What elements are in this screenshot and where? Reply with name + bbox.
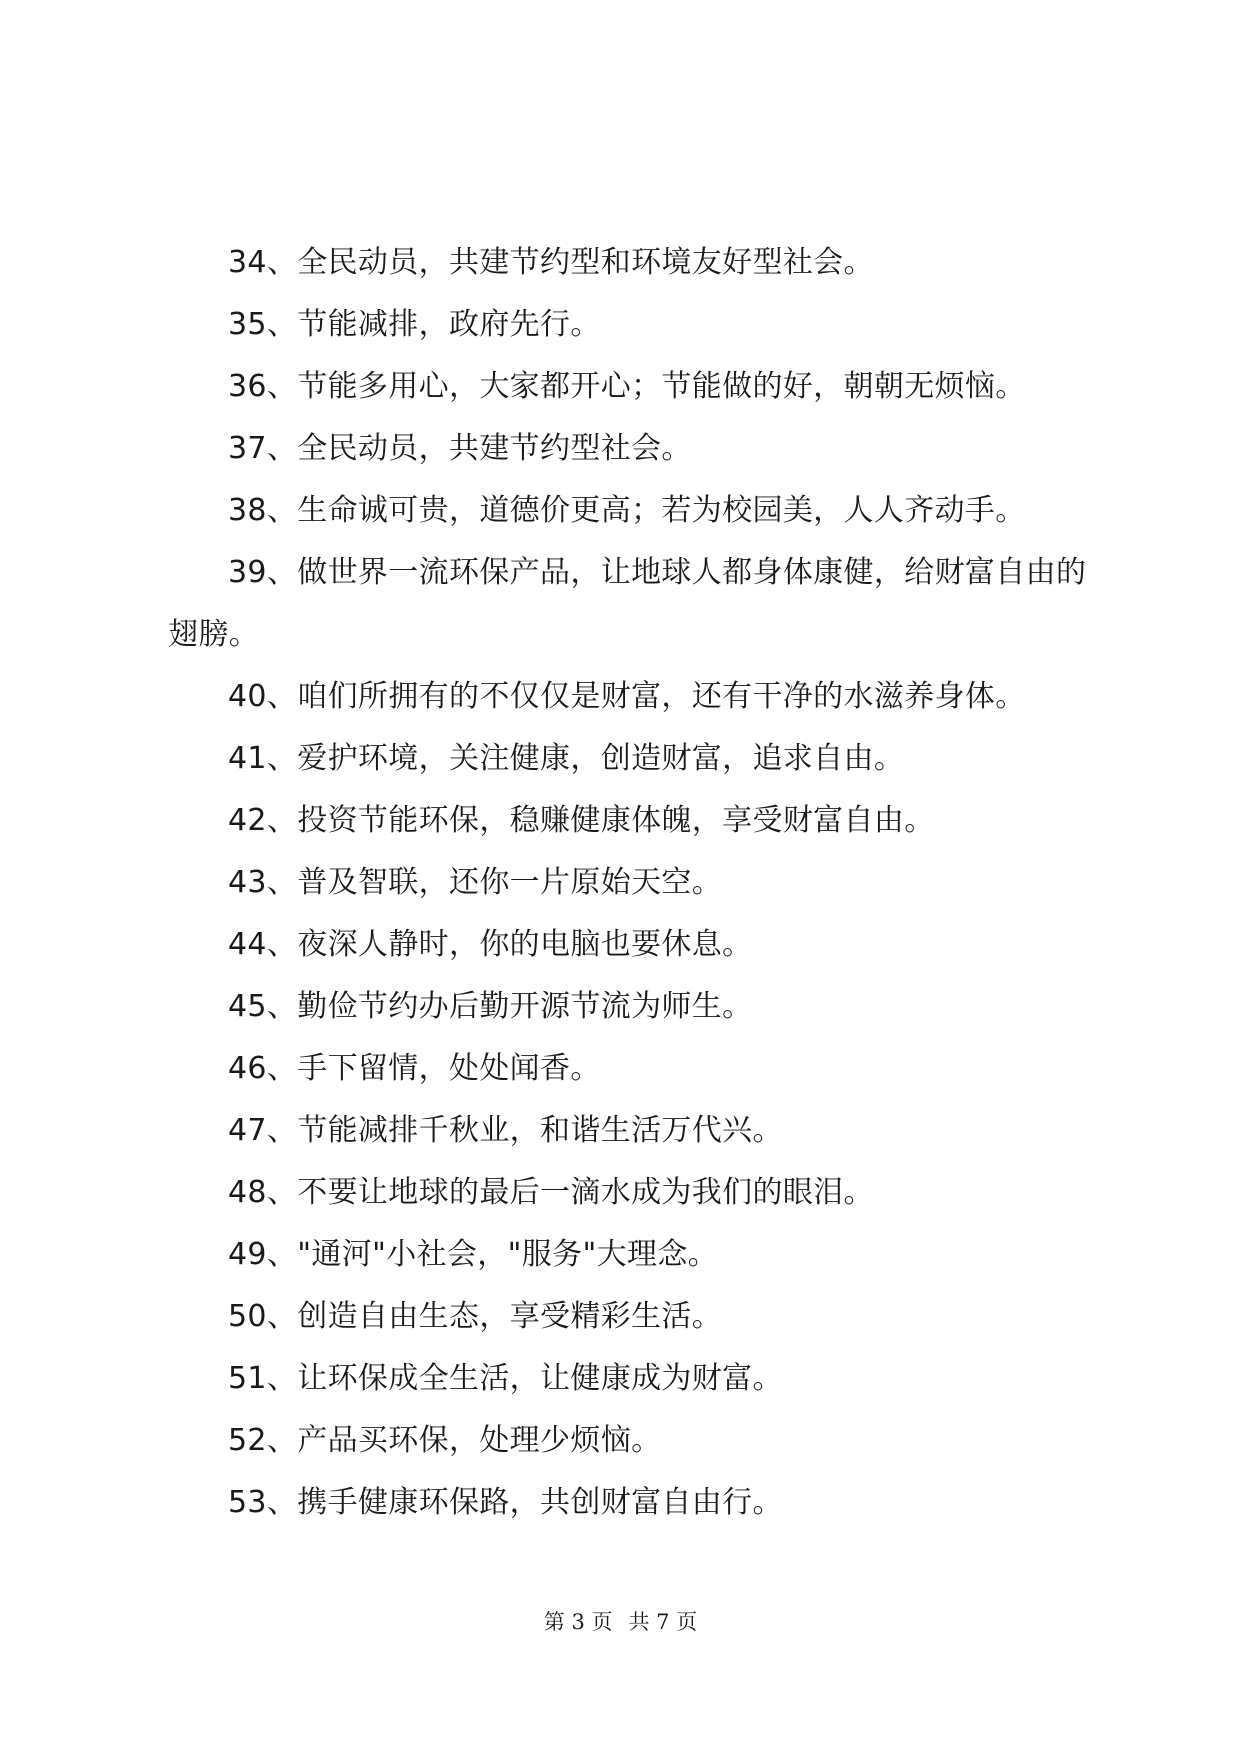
list-item: 51、让环保成全生活，让健康成为财富。 (228, 1361, 783, 1396)
list-item: 34、全民动员，共建节约型和环境友好型社会。 (228, 245, 874, 280)
list-item: 48、不要让地球的最后一滴水成为我们的眼泪。 (228, 1175, 874, 1210)
list-item: 42、投资节能环保，稳赚健康体魄，享受财富自由。 (228, 803, 935, 838)
list-item: 46、手下留情，处处闻香。 (228, 1051, 601, 1086)
list-item: 45、勤俭节约办后勤开源节流为师生。 (228, 989, 753, 1024)
list-item: 39、做世界一流环保产品，让地球人都身体康健，给财富自由的翅膀。 (168, 555, 1087, 652)
list-item: 44、夜深人静时，你的电脑也要休息。 (228, 927, 753, 962)
list-item: 52、产品买环保，处理少烦恼。 (228, 1423, 662, 1458)
page-footer (0, 1606, 1241, 1636)
list-item: 50、创造自由生态，享受精彩生活。 (228, 1299, 723, 1334)
page-total: 共 7 页 (628, 1610, 698, 1634)
list-item: 43、普及智联，还你一片原始天空。 (228, 865, 723, 900)
list-item: 40、咱们所拥有的不仅仅是财富，还有干净的水滋养身体。 (228, 679, 1026, 714)
list-item: 53、携手健康环保路，共创财富自由行。 (228, 1485, 783, 1520)
list-item: 36、节能多用心，大家都开心；节能做的好，朝朝无烦恼。 (228, 369, 1026, 404)
list-item: 41、爱护环境，关注健康，创造财富，追求自由。 (228, 741, 905, 776)
list-item: 49、"通河"小社会，"服务"大理念。 (228, 1237, 719, 1272)
list-item: 47、节能减排千秋业，和谐生活万代兴。 (228, 1113, 783, 1148)
list-item: 37、全民动员，共建节约型社会。 (228, 431, 692, 466)
list-item: 38、生命诚可贵，道德价更高；若为校园美，人人齐动手。 (228, 493, 1026, 528)
page-number: 第 3 页 (543, 1610, 613, 1634)
list-item: 35、节能减排，政府先行。 (228, 307, 601, 342)
slogan-list (168, 232, 1090, 1534)
